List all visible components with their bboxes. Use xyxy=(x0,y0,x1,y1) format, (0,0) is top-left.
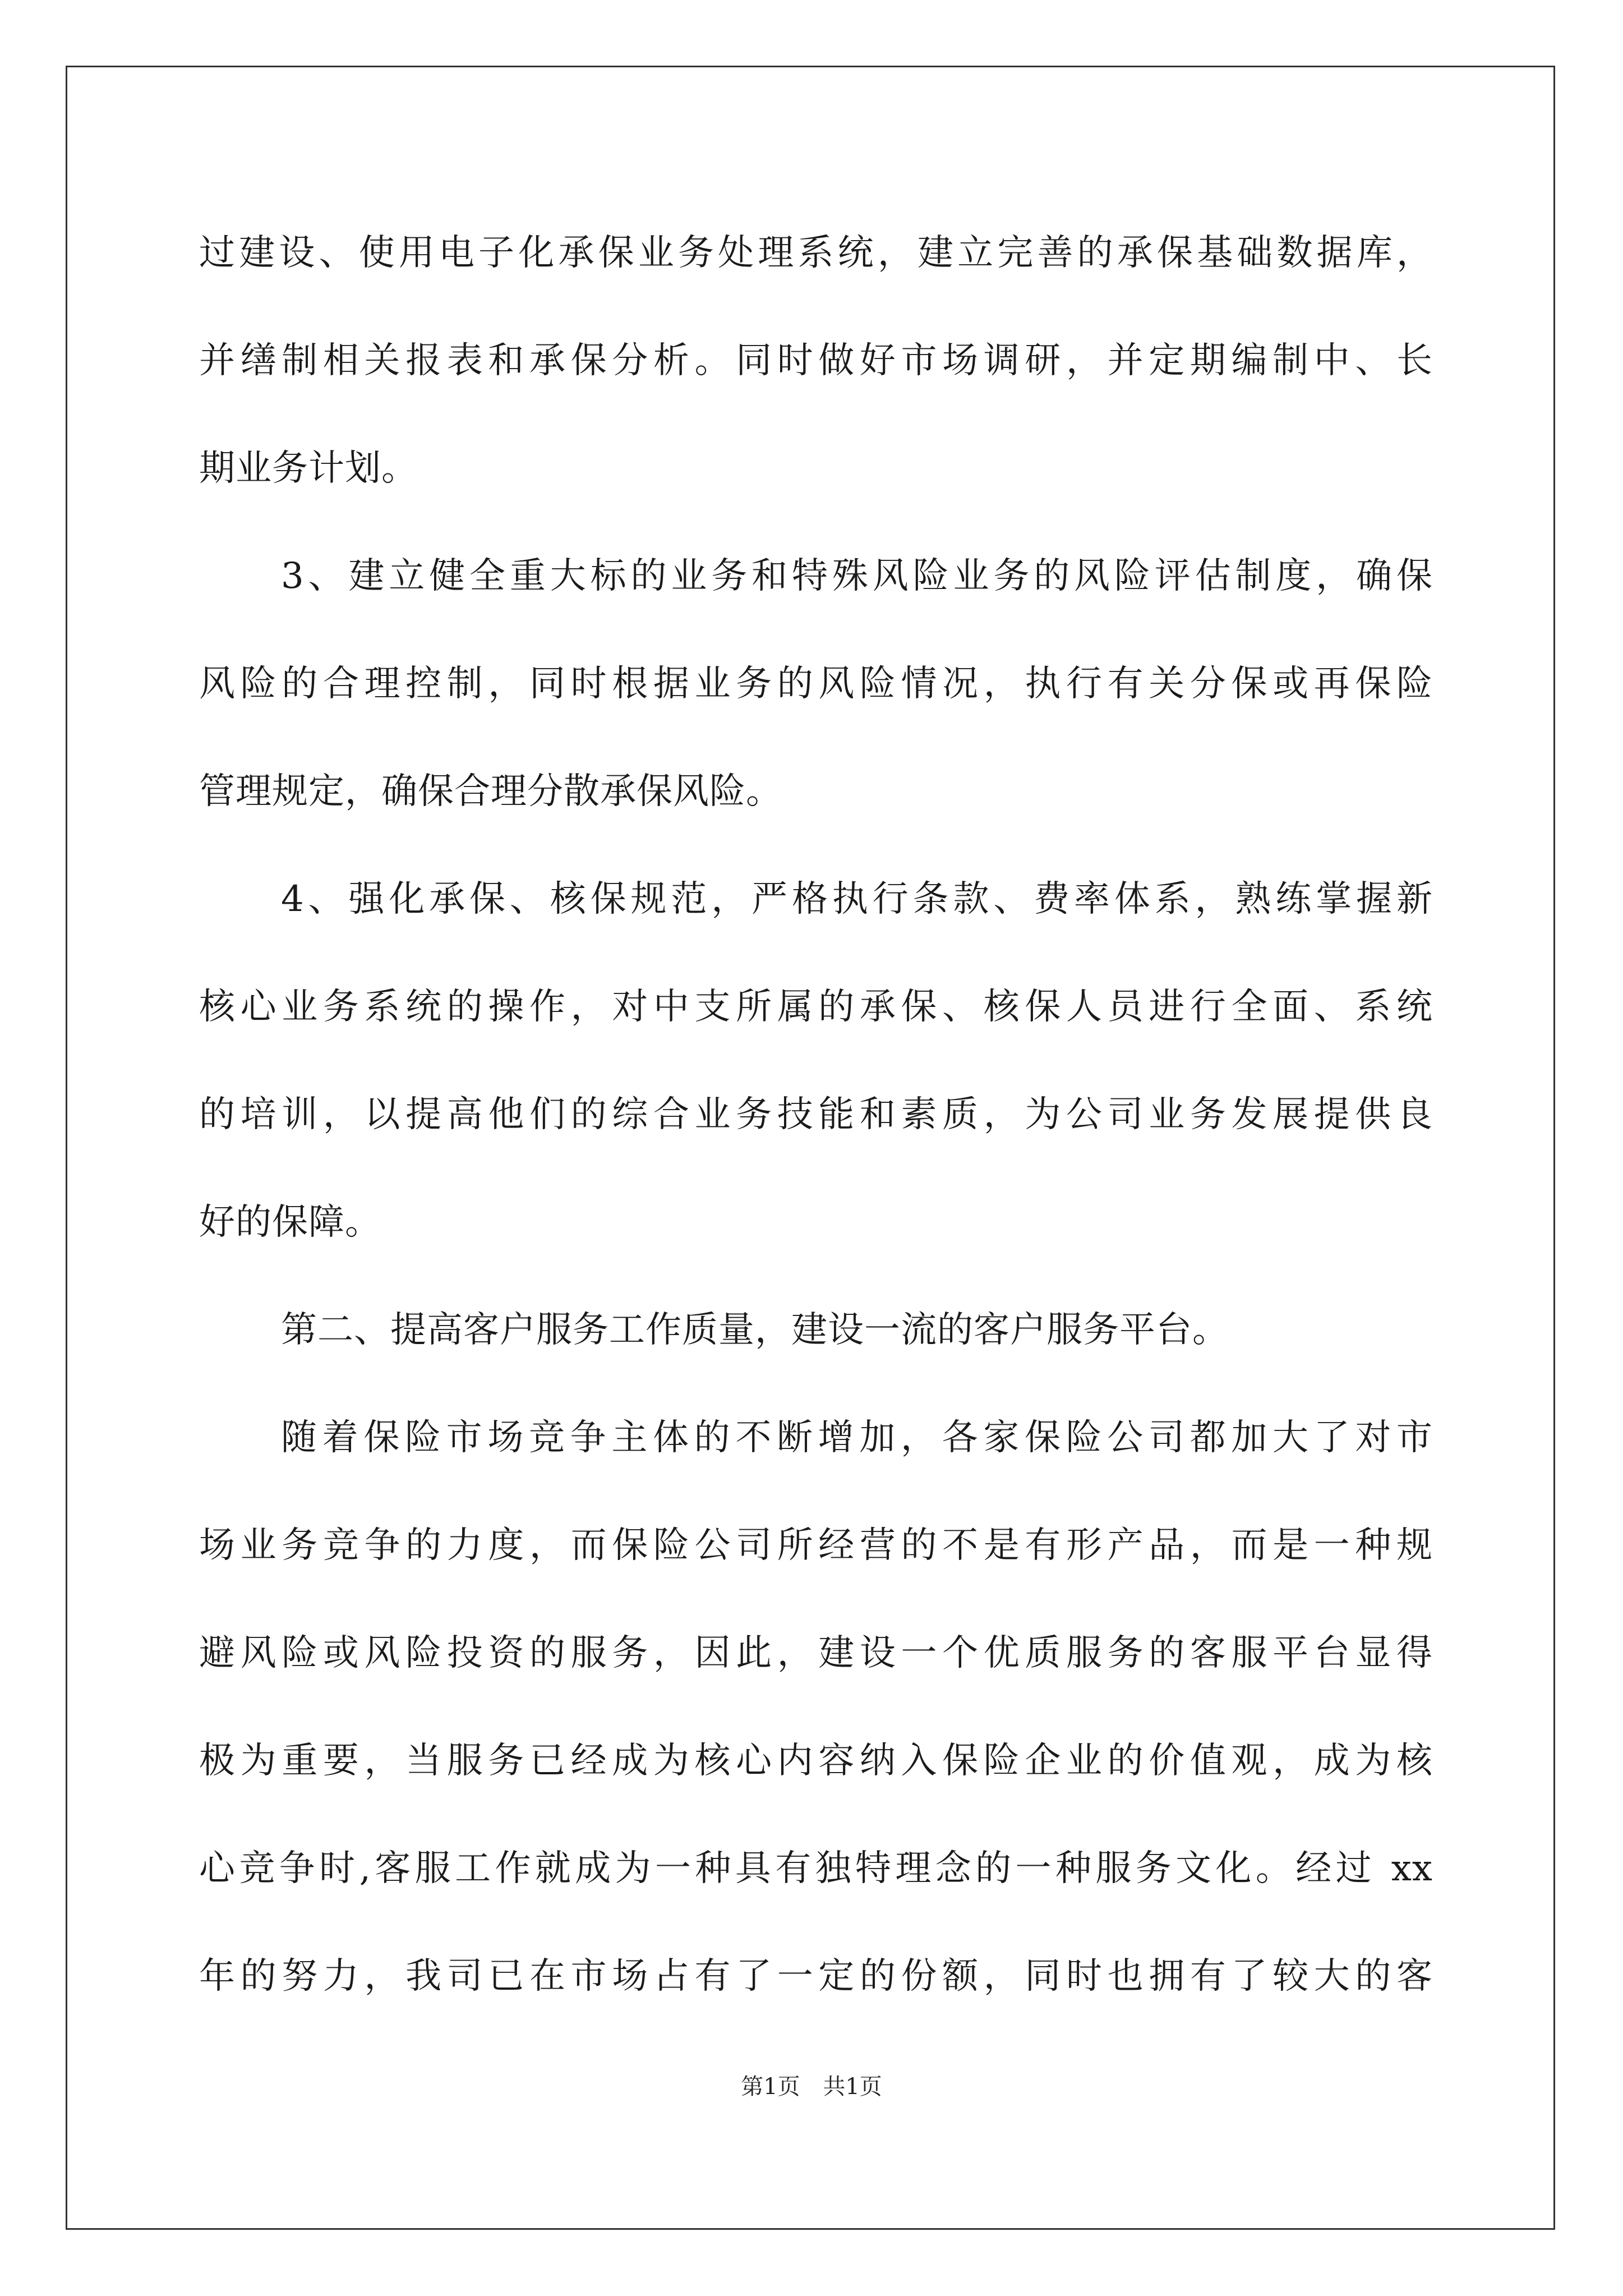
body-line: 好的保障。 xyxy=(199,1202,381,1243)
body-line: 年的努力，我司已在市场占有了一定的份额，同时也拥有了较大的客 xyxy=(199,1955,1433,1997)
body-line: 期业务计划。 xyxy=(199,448,418,489)
body-line: 风险的合理控制，同时根据业务的风险情况，执行有关分保或再保险 xyxy=(199,663,1433,705)
page-footer xyxy=(0,2070,1623,2104)
body-line: 管理规定，确保合理分散承保风险。 xyxy=(199,771,782,812)
body-line: 心竞争时,客服工作就成为一种具有独特理念的一种服务文化。经过 xx xyxy=(199,1848,1433,1889)
body-line: 场业务竞争的力度，而保险公司所经营的不是有形产品，而是一种规 xyxy=(199,1525,1433,1566)
body-line: 核心业务系统的操作，对中支所属的承保、核保人员进行全面、系统 xyxy=(199,986,1433,1028)
body-line: 4、强化承保、核保规范，严格执行条款、费率体系，熟练掌握新 xyxy=(281,878,1433,920)
body-line: 3、建立健全重大标的业务和特殊风险业务的风险评估制度，确保 xyxy=(281,555,1433,597)
document-body xyxy=(199,199,1433,2030)
body-line: 随着保险市场竞争主体的不断增加，各家保险公司都加大了对市 xyxy=(281,1417,1433,1458)
body-line: 第二、提高客户服务工作质量，建设一流的客户服务平台。 xyxy=(281,1309,1229,1351)
body-line: 避风险或风险投资的服务，因此，建设一个优质服务的客服平台显得 xyxy=(199,1632,1433,1674)
body-line: 的培训，以提高他们的综合业务技能和素质，为公司业务发展提供良 xyxy=(199,1094,1433,1135)
body-line: 过建设、使用电子化承保业务处理系统，建立完善的承保基础数据库， xyxy=(199,232,1433,274)
page-total: 共1页 xyxy=(823,2074,882,2100)
page-number: 第1页 xyxy=(741,2074,800,2100)
body-line: 极为重要，当服务已经成为核心内容纳入保险企业的价值观，成为核 xyxy=(199,1740,1433,1782)
body-line: 并缮制相关报表和承保分析。同时做好市场调研，并定期编制中、长 xyxy=(199,340,1433,381)
